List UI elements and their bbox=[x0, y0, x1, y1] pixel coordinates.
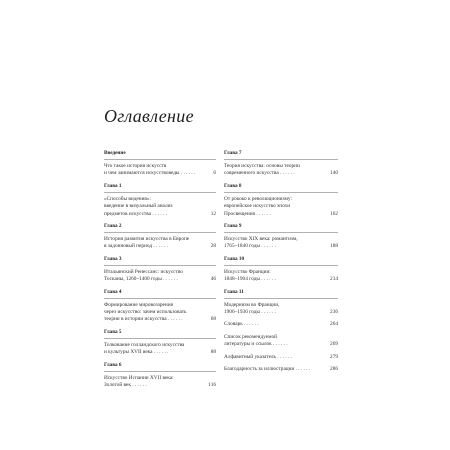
page-number: 6 bbox=[213, 170, 216, 177]
chapter-title-line: От рококо к революционизму: bbox=[224, 195, 292, 202]
chapter-title-line: «Способы видения»: bbox=[104, 195, 151, 202]
page-number: 264 bbox=[330, 321, 338, 328]
chapter-heading: Глава 3 bbox=[104, 256, 216, 266]
page-title: Оглавление bbox=[104, 106, 194, 126]
toc-column-right bbox=[224, 150, 338, 379]
chapter-title-line: 236 1906–1936 годы . . . . . . bbox=[224, 309, 338, 316]
chapter-title bbox=[224, 334, 338, 349]
chapter-title-line: Что такое история искусств bbox=[104, 163, 167, 169]
chapter-title-line: 28 в задонновый период . . . . . . bbox=[104, 243, 216, 250]
chapter-title-line: Толкование голландского искусства bbox=[104, 341, 185, 348]
chapter-title-line: Итальянский Ренессанс: искусство bbox=[104, 268, 183, 275]
chapter-title bbox=[224, 236, 338, 251]
toc-entry bbox=[104, 329, 216, 357]
toc-entry bbox=[104, 150, 216, 178]
chapter-title-line: 68 теории в истории искусства . . . . . . bbox=[104, 316, 216, 323]
chapter-title-line: 116 Золотой век . . . . . . bbox=[104, 382, 216, 389]
chapter-title bbox=[224, 163, 338, 178]
chapter-title-line: Формирование мировоззрения bbox=[104, 301, 173, 308]
chapter-title-line: европейское искусство эпохи bbox=[224, 203, 291, 210]
toc-entry bbox=[104, 362, 216, 390]
chapter-title-line: 6 и чем занимаются искусствоведы . . . . . . bbox=[104, 170, 216, 177]
chapter-title-line: 188 1765–1840 годы . . . . . . bbox=[224, 243, 338, 250]
chapter-title bbox=[224, 302, 338, 317]
page-number: 162 bbox=[330, 210, 338, 217]
chapter-title-line: 162 Просвещения . . . . . . bbox=[224, 210, 338, 217]
chapter-title bbox=[104, 163, 216, 178]
chapter-title-line: введение в визуальный анализ bbox=[104, 203, 173, 210]
chapter-title-line: Теория искусства: основы теории bbox=[224, 163, 300, 169]
chapter-title-line: через искусство: зачем использовать bbox=[104, 309, 187, 316]
toc-entry bbox=[224, 321, 338, 328]
chapter-heading: Глава 6 bbox=[104, 362, 216, 372]
page-number: 140 bbox=[330, 170, 338, 177]
page-number: 68 bbox=[210, 316, 216, 323]
chapter-title bbox=[224, 321, 338, 328]
page-number: 188 bbox=[330, 243, 338, 250]
page-number: 46 bbox=[210, 276, 216, 283]
chapter-title bbox=[104, 236, 216, 251]
chapter-title-line: 279 Алфавитный указатель . . . . . . bbox=[224, 353, 338, 360]
toc-entry bbox=[224, 256, 338, 284]
chapter-title-line: 140 современного искусства . . . . . . bbox=[224, 170, 338, 177]
chapter-title-line: Список рекомендуемой bbox=[224, 333, 277, 340]
chapter-title bbox=[224, 354, 338, 361]
chapter-title-line: 264 Словарь . . . . . . bbox=[224, 321, 338, 328]
chapter-title bbox=[104, 375, 216, 390]
page-number: 116 bbox=[208, 382, 216, 389]
chapter-heading: Глава 8 bbox=[224, 183, 338, 193]
chapter-title-line: 46 Тосканы, 1260–1400 годы . . . . . . bbox=[104, 276, 216, 283]
chapter-heading: Глава 11 bbox=[224, 289, 338, 299]
chapter-heading: Глава 5 bbox=[104, 329, 216, 339]
toc-entry bbox=[104, 289, 216, 324]
chapter-title bbox=[224, 196, 338, 218]
toc-entry bbox=[104, 256, 216, 284]
page-number: 269 bbox=[330, 341, 338, 348]
chapter-heading: Глава 7 bbox=[224, 150, 338, 160]
chapter-title bbox=[104, 269, 216, 284]
chapter-heading: Глава 9 bbox=[224, 223, 338, 233]
chapter-heading: Глава 2 bbox=[104, 223, 216, 233]
toc-column-left bbox=[104, 150, 216, 395]
chapter-heading: Глава 4 bbox=[104, 289, 216, 299]
toc-entry bbox=[224, 334, 338, 349]
toc-entry bbox=[104, 223, 216, 251]
toc-entry bbox=[224, 183, 338, 218]
chapter-title bbox=[104, 342, 216, 357]
chapter-title-line: 12 предметов искусства . . . . . . bbox=[104, 210, 216, 217]
toc-entry bbox=[224, 150, 338, 178]
toc-entry bbox=[224, 223, 338, 251]
chapter-title-line: 286 Благодарность за иллюстрации . . . . . . bbox=[224, 366, 338, 373]
toc-entry bbox=[224, 289, 338, 317]
toc-entry bbox=[224, 354, 338, 361]
page-number: 214 bbox=[330, 276, 338, 283]
chapter-heading: Глава 1 bbox=[104, 183, 216, 193]
chapter-title-line: Искусство Франции: bbox=[224, 268, 271, 275]
page-number: 286 bbox=[330, 366, 338, 373]
page-number: 88 bbox=[210, 349, 216, 356]
chapter-heading: Введение bbox=[104, 150, 216, 160]
chapter-title bbox=[224, 366, 338, 373]
chapter-heading: Глава 10 bbox=[224, 256, 338, 266]
chapter-title-line: Искусство Испании XVII века: bbox=[104, 374, 174, 381]
toc-entry bbox=[104, 183, 216, 218]
page-number: 12 bbox=[210, 210, 216, 217]
chapter-title-line: 214 1848–1904 годы . . . . . . bbox=[224, 276, 338, 283]
chapter-title bbox=[104, 196, 216, 218]
chapter-title-line: 88 и культуры XVII века . . . . . . bbox=[104, 349, 216, 356]
chapter-title-line: Модернизм во Франции, bbox=[224, 301, 280, 308]
chapter-title-line: 269 литературы и ссылок . . . . . . bbox=[224, 341, 338, 348]
chapter-title-line: Искусство XIX века: романтизм, bbox=[224, 236, 298, 243]
chapter-title bbox=[104, 302, 216, 324]
toc-entry bbox=[224, 366, 338, 373]
page-number: 236 bbox=[330, 309, 338, 316]
page-number: 279 bbox=[330, 353, 338, 360]
chapter-title-line: История развития искусства в Европе bbox=[104, 236, 190, 243]
chapter-title bbox=[224, 269, 338, 284]
page-number: 28 bbox=[210, 243, 216, 250]
